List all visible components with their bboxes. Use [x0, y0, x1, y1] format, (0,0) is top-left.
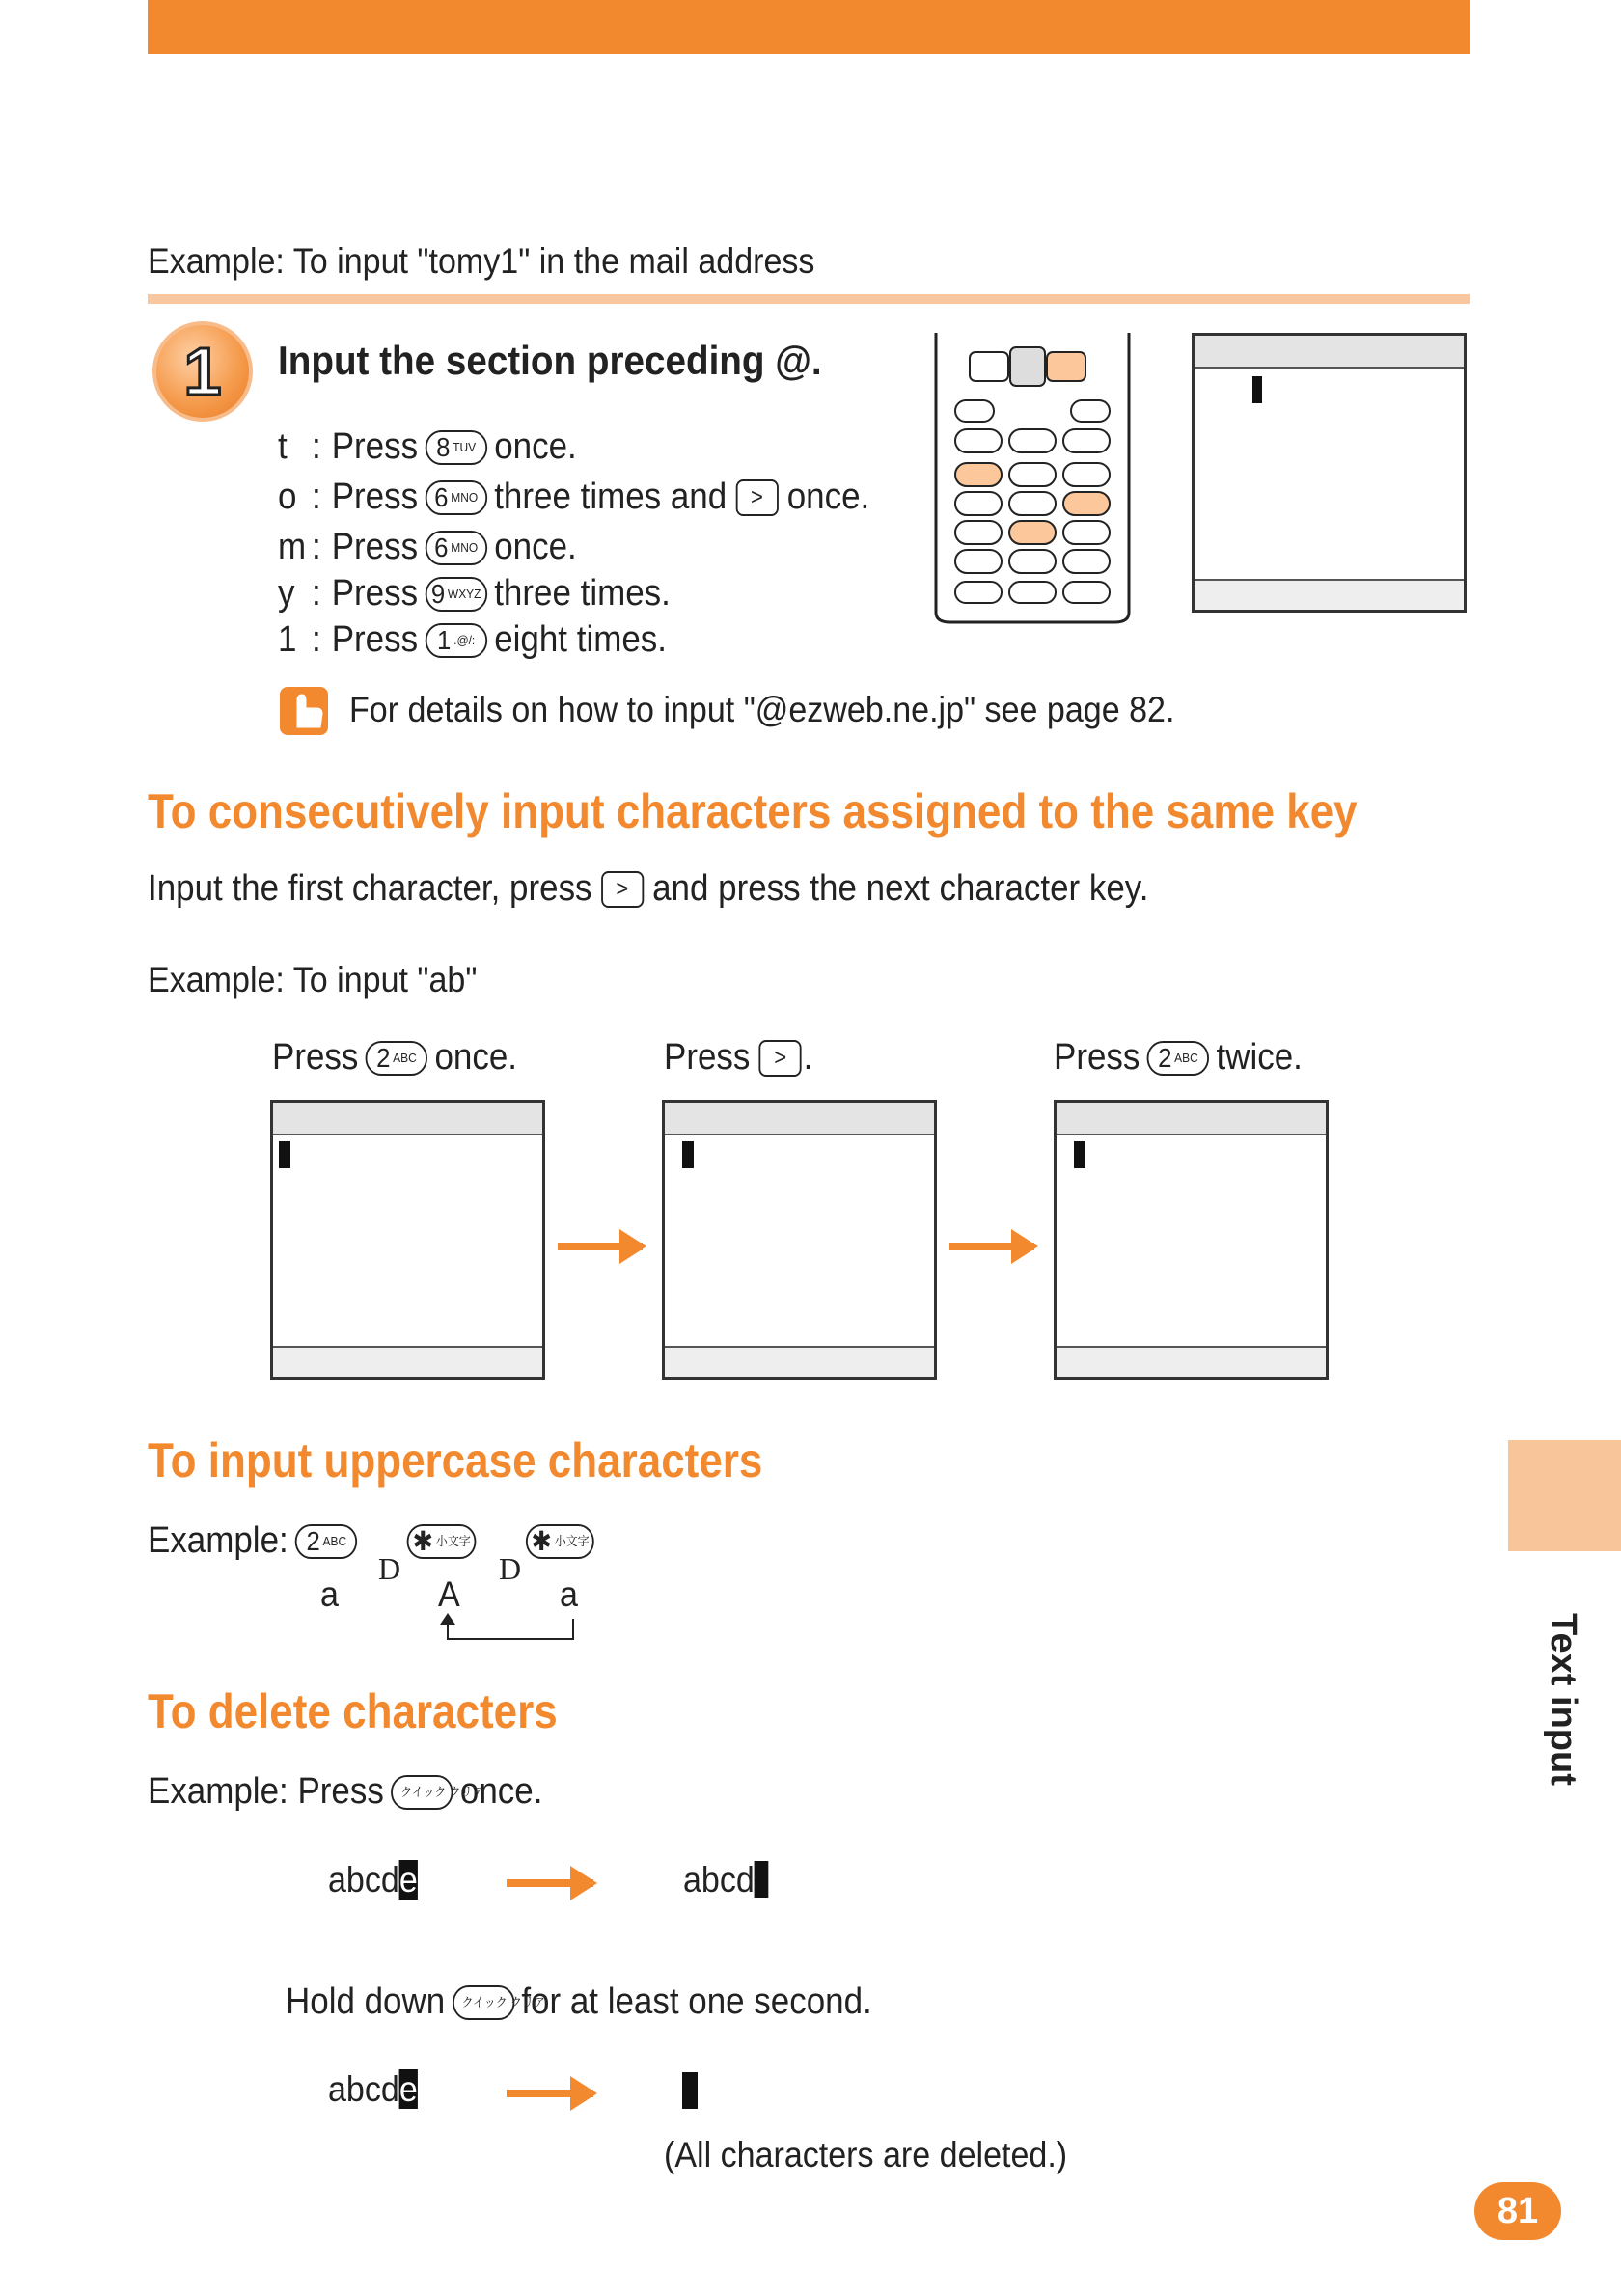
consecutive-desc: Input the first character, press > and press the next character key. — [148, 868, 1149, 909]
key-1-icon: 1 .@/: — [425, 623, 486, 658]
asterisk-key-icon: ✱ 小文字 — [407, 1524, 476, 1559]
key-9-icon: 9 WXYZ — [425, 577, 486, 612]
key-2-icon: 2 ABC — [366, 1041, 427, 1076]
phone-screen-step-1 — [270, 1100, 545, 1380]
divider — [148, 294, 1470, 304]
heading-delete: To delete characters — [148, 1684, 558, 1738]
key-6-icon: 6 MNO — [425, 480, 486, 515]
cursor-block — [682, 2072, 698, 2109]
top-accent-bar — [148, 0, 1470, 54]
uppercase-example: Example: 2 ABC ✱ 小文字 ✱ 小文字 — [148, 1520, 601, 1562]
delete-example: Example: Press クイック クリア once. — [148, 1771, 543, 1812]
page-number: 81 — [1474, 2182, 1561, 2240]
pointing-hand-icon — [280, 687, 328, 735]
right-key-icon: > — [601, 871, 644, 908]
arrow-right-icon — [949, 1243, 1034, 1250]
step-line-1: 1 : Press 1 .@/: eight times. — [278, 619, 667, 660]
key-8-icon: 8 TUV — [425, 430, 486, 465]
cycle-bracket — [447, 1619, 574, 1640]
right-key-icon: > — [759, 1040, 802, 1077]
key-2-icon: 2 ABC — [295, 1524, 357, 1559]
asterisk-key-icon: ✱ 小文字 — [526, 1524, 594, 1559]
right-key-icon: > — [735, 479, 778, 516]
before-text-2: abcde — [328, 2069, 418, 2109]
step-line-t: t : Press 8 TUV once. — [278, 426, 577, 467]
arrow-right-icon — [558, 1243, 643, 1250]
phone-screen-step-2 — [662, 1100, 937, 1380]
step-number-badge: 1 — [152, 321, 253, 422]
arrow-right-icon — [507, 1879, 593, 1887]
key-6-icon: 6 MNO — [425, 531, 486, 565]
note-text: For details on how to input "@ezweb.ne.jp" see page 82. — [349, 690, 1175, 729]
uppercase-char: a — [560, 1574, 578, 1614]
arrow-up-icon — [440, 1613, 455, 1625]
consecutive-example: Example: To input "ab" — [148, 960, 478, 999]
consecutive-step-2: Press > . — [664, 1037, 813, 1078]
uppercase-char: a — [320, 1574, 339, 1614]
side-tab — [1508, 1440, 1621, 1551]
before-text: abcde — [328, 1860, 418, 1900]
phone-screen-step-3 — [1054, 1100, 1329, 1380]
clear-key-icon: クイック クリア — [453, 1985, 514, 2020]
key-2-icon: 2 ABC — [1147, 1041, 1209, 1076]
consecutive-step-3: Press 2 ABC twice. — [1054, 1037, 1303, 1078]
step-line-o: o : Press 6 MNO three times and > once. — [278, 477, 870, 517]
step-line-m: m : Press 6 MNO once. — [278, 527, 577, 567]
consecutive-step-1: Press 2 ABC once. — [272, 1037, 518, 1078]
separator-d: D — [499, 1551, 522, 1586]
heading-uppercase: To input uppercase characters — [148, 1434, 763, 1488]
step-line-y: y : Press 9 WXYZ three times. — [278, 573, 671, 614]
uppercase-char: A — [438, 1574, 460, 1614]
step-title: Input the section preceding @. — [278, 338, 822, 383]
deleted-note: (All characters are deleted.) — [664, 2135, 1068, 2174]
clear-key-icon: クイック クリア — [391, 1775, 453, 1810]
example-title: Example: To input "tomy1" in the mail address — [148, 241, 815, 281]
heading-consecutive: To consecutively input characters assigned to the same key — [148, 784, 1358, 838]
side-label: Text input — [1542, 1613, 1583, 1786]
after-text: abcd — [683, 1860, 769, 1900]
separator-d: D — [378, 1551, 401, 1586]
phone-keypad-illustration — [931, 333, 1134, 627]
phone-screen-result — [1192, 333, 1467, 613]
arrow-right-icon — [507, 2090, 593, 2097]
hold-instruction: Hold down クイック クリア for at least one second. — [286, 1982, 872, 2022]
